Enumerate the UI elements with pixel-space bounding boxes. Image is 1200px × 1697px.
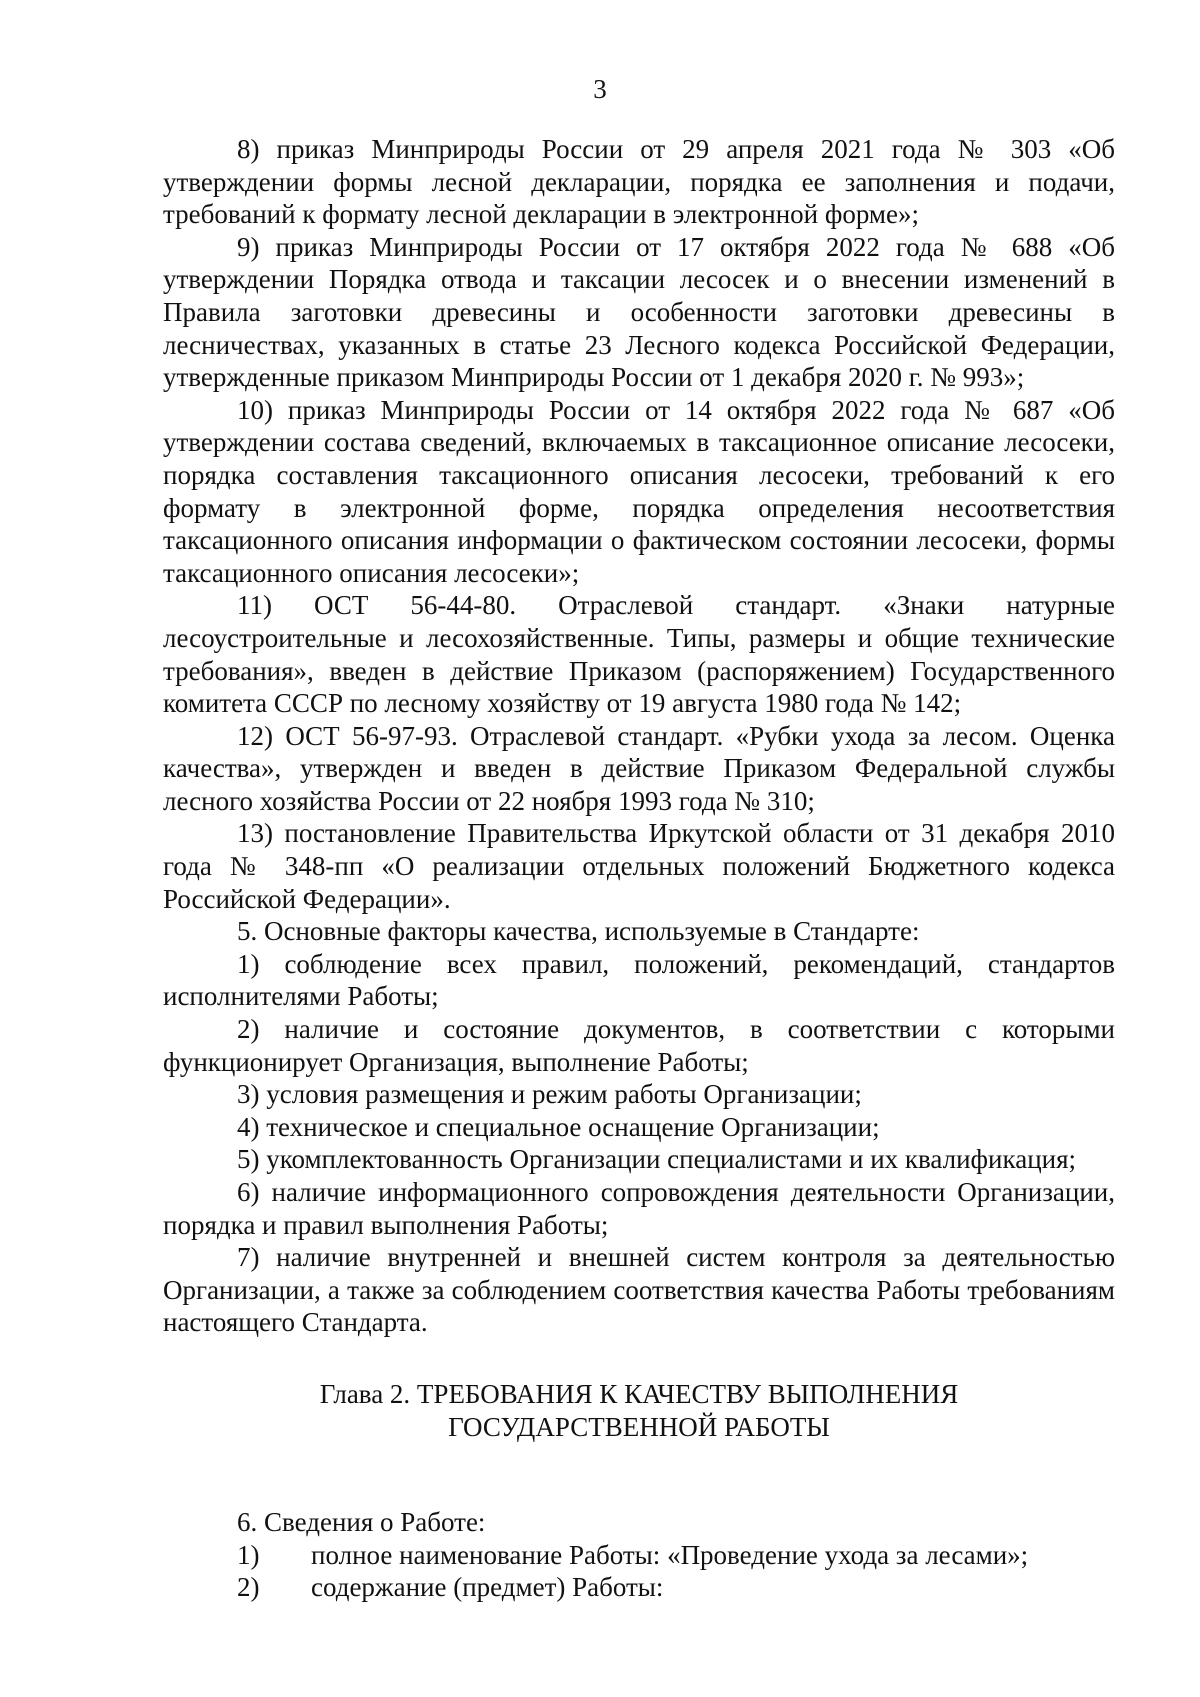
section-6-item-text: содержание (предмет) Работы: [311,1572,664,1603]
paragraph-item-8: 8) приказ Минприроды России от 29 апреля 2021 года № 303 «Об утверждении формы лесной декларации, порядка ее заполнения и подачи, требований к формату лесной декларации в электронной форме»; [163,134,1115,230]
section-6-item-number: 2) [237,1572,260,1603]
section-6-item [163,1539,1115,1572]
paragraph-factor-1: 1) соблюдение всех правил, положений, рекомендаций, стандартов исполнителями Работы; [163,948,1115,1012]
section-6-heading: 6. Сведения о Работе: [237,1507,486,1537]
chapter-heading-line-2: ГОСУДАРСТВЕННОЙ РАБОТЫ [448,1411,830,1442]
paragraph-factor-4: 4) техническое и специальное оснащение Организации; [237,1111,880,1142]
chapter-heading-line-1: Глава 2. ТРЕБОВАНИЯ К КАЧЕСТВУ ВЫПОЛНЕНИЯ [319,1379,959,1409]
paragraph-item-12: 12) ОСТ 56-97-93. Отраслевой стандарт. «Рубки ухода за лесом. Оценка качества», утвержден и введен в действие Приказом Федеральной службы лесного хозяйства России от 22 ноября 1993 года № 310; [163,720,1115,816]
paragraph-factor-2: 2) наличие и состояние документов, в соответствии с которыми функционирует Организация, выполнение Работы; [163,1014,1115,1077]
paragraph-item-9: 9) приказ Минприроды России от 17 октября 2022 года № 688 «Об утверждении Порядка отвода и таксации лесосек и о внесении изменений в Правила заготовки древесины и особенности заготовки древесины в лесничествах, указанных в статье 23 Лесного кодекса Российской Федерации, утвержденные приказом Минприроды России от 1 декабря 2020 г. № 993»; [163,231,1115,393]
paragraph-clause-5: 5. Основные факторы качества, используемые в Стандарте: [237,916,920,947]
paragraph-factor-5: 5) укомплектованность Организации специалистами и их квалификация; [237,1144,1077,1175]
paragraph-item-11: 11) ОСТ 56-44-80. Отраслевой стандарт. «Знаки натурные лесоустроительные и лесохозяйственные. Типы, размеры и общие технические требования», введен в действие Приказом (распоряжением) Государственного комитета СССР по лесному хозяйству от 19 августа 1980 года № 142; [163,590,1115,719]
paragraph-item-10: 10) приказ Минприроды России от 14 октября 2022 года № 687 «Об утверждении состава сведений, включаемых в таксационное описание лесосеки, порядка составления таксационного описания лесосеки, требований к его формату в электронной форме, порядка определения несоответствия таксационного описания информации о фактическом состоянии лесосеки, формы таксационного описания лесосеки»; [163,394,1115,588]
paragraph-factor-3: 3) условия размещения и режим работы Организации; [237,1079,862,1110]
section-6-item-number: 1) [237,1539,260,1570]
chapter-heading [163,1378,1115,1443]
paragraph-factor-6: 6) наличие информационного сопровождения деятельности Организации, порядка и правил выполнения Работы; [163,1177,1115,1240]
page-number: 3 [593,74,607,104]
section-6-item-text: полное наименование Работы: «Проведение ухода за лесами»; [311,1539,1029,1570]
section-6-item [163,1571,1115,1604]
document-body [163,133,1115,1339]
paragraph-item-13: 13) постановление Правительства Иркутской области от 31 декабря 2010 года № 348-пп «О реализации отдельных положений Бюджетного кодекса Российской Федерации». [163,818,1115,914]
section-6 [163,1506,1115,1604]
paragraph-factor-7: 7) наличие внутренней и внешней систем контроля за деятельностью Организации, а также за соблюдением соответствия качества Работы требованиям настоящего Стандарта. [163,1242,1115,1338]
